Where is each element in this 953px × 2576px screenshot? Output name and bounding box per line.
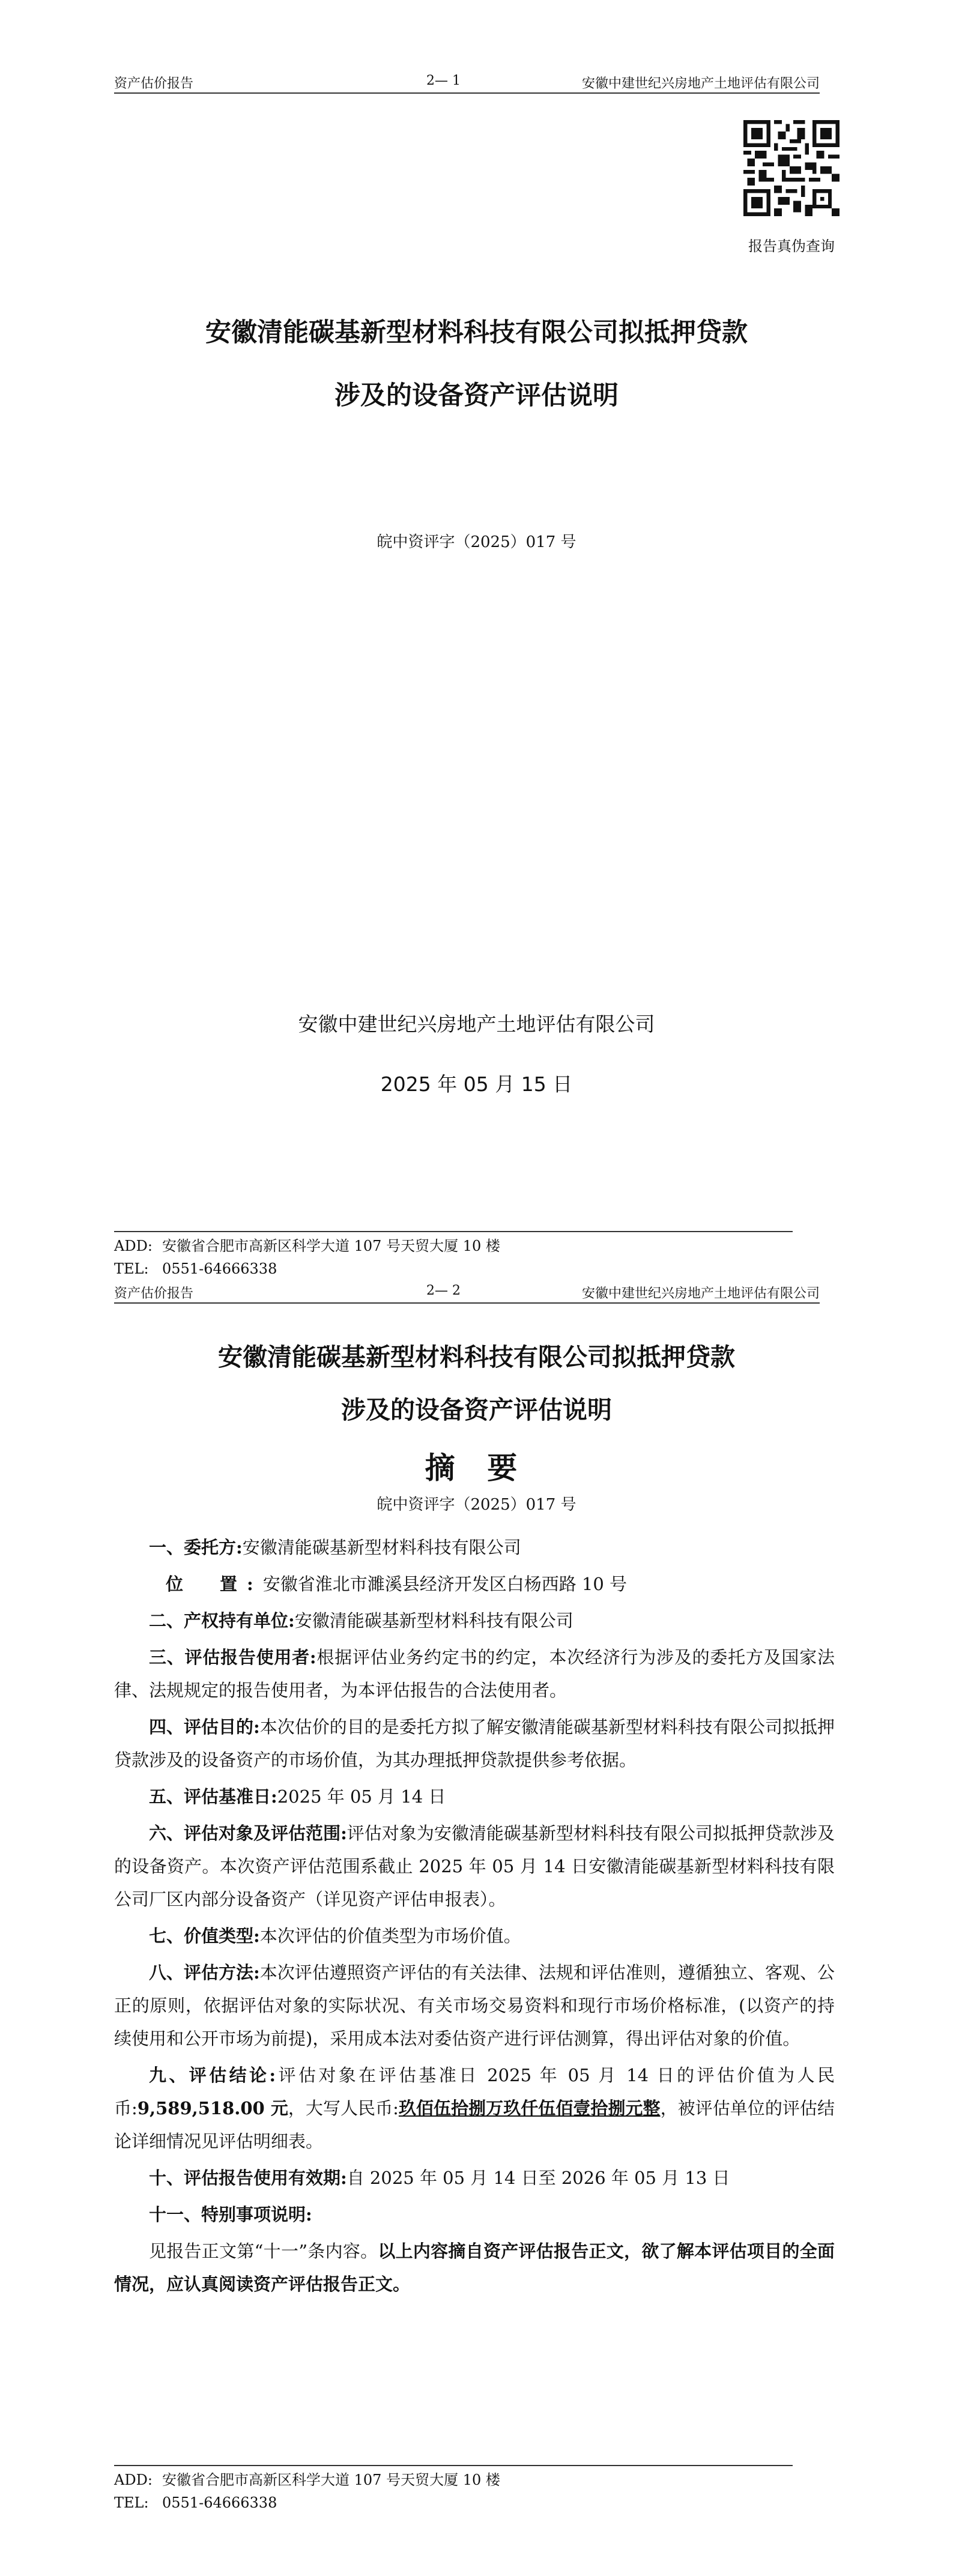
header-right: 安徽中建世纪兴房地产土地评估有限公司 xyxy=(581,1286,820,1301)
section-9-label: 九、评估结论: xyxy=(149,2065,276,2085)
section-7 xyxy=(114,1920,835,1953)
section-11-label: 十一、特别事项说明: xyxy=(149,2204,312,2225)
cover-title-line2: 涉及的设备资产评估说明 xyxy=(334,381,619,411)
header-page-no: 2— 2 xyxy=(426,1283,461,1298)
footer-add-value: 安徽省合肥市高新区科学大道 107 号天贸大厦 10 楼 xyxy=(162,2472,500,2488)
section-3 xyxy=(114,1641,835,1707)
section-2-label: 二、产权持有单位: xyxy=(149,1610,295,1631)
section-9-amount-cn: 玖佰伍拾捌万玖仟伍佰壹拾捌元整 xyxy=(398,2098,661,2118)
summary-body xyxy=(114,1531,835,2305)
section-6-text: 评估对象为安徽清能碳基新型材料科技有限公司拟抵押贷款涉及的设备资产。本次资产评估范围系截止 2025 年 05 月 14 日安徽清能碳基新型材料科技有限公司厂区内部分设备资产（详见资产评估申报表）。 xyxy=(114,1823,835,1909)
summary-heading: 摘 要 xyxy=(425,1451,528,1486)
section-5-text: 2025 年 05 月 14 日 xyxy=(277,1786,446,1807)
cover-company: 安徽中建世纪兴房地产土地评估有限公司 xyxy=(298,1012,655,1036)
section-9 xyxy=(114,2059,835,2158)
qr-code-icon[interactable] xyxy=(743,120,840,216)
section-8 xyxy=(114,1956,835,2055)
page-footer xyxy=(114,2465,793,2514)
page-header xyxy=(114,1281,820,1304)
section-10-label: 十、评估报告使用有效期: xyxy=(149,2168,347,2188)
section-3-label: 三、评估报告使用者: xyxy=(149,1647,316,1667)
header-left: 资产估价报告 xyxy=(114,76,194,91)
section-1-label: 一、委托方: xyxy=(149,1537,243,1558)
section-5 xyxy=(114,1780,835,1813)
page-header xyxy=(114,71,820,94)
header-left: 资产估价报告 xyxy=(114,1286,194,1301)
qr-caption: 报告真伪查询 xyxy=(748,238,835,255)
section-9-text-b: ，大写人民币: xyxy=(288,2098,399,2118)
cover-ref-no: 皖中资评字（2025）017 号 xyxy=(377,533,576,551)
footer-tel xyxy=(114,1257,793,1280)
section-1-location-text: 安徽省淮北市濉溪县经济开发区白杨西路 10 号 xyxy=(262,1574,628,1594)
section-7-label: 七、价值类型: xyxy=(149,1926,260,1946)
section-3-text: 根据评估业务约定书的约定，本次经济行为涉及的委托方及国家法律、法规规定的报告使用者，为本评估报告的合法使用者。 xyxy=(114,1647,835,1701)
section-10 xyxy=(114,2162,835,2195)
section-1 xyxy=(114,1531,835,1564)
section-7-text: 本次评估的价值类型为市场价值。 xyxy=(259,1926,521,1946)
section-2 xyxy=(114,1604,835,1637)
section-6 xyxy=(114,1817,835,1916)
footer-tel-value: 0551-64666338 xyxy=(162,1260,277,1277)
section-11 xyxy=(114,2198,835,2231)
section-2-text: 安徽清能碳基新型材料科技有限公司 xyxy=(294,1610,573,1631)
section-6-label: 六、评估对象及评估范围: xyxy=(149,1823,347,1843)
section-10-text: 自 2025 年 05 月 14 日至 2026 年 05 月 13 日 xyxy=(346,2168,730,2188)
summary-ref-no: 皖中资评字（2025）017 号 xyxy=(377,1496,576,1514)
footer-add-label: ADD: xyxy=(114,2472,153,2488)
section-9-text-a: 评估对象在评估基准日 2025 年 05 月 14 日的评估价值为人民币: xyxy=(114,2065,835,2118)
footer-rule xyxy=(114,2465,793,2466)
header-page-no: 2— 1 xyxy=(426,73,461,88)
section-1-location xyxy=(114,1568,835,1601)
section-11-body xyxy=(114,2235,835,2301)
footer-rule xyxy=(114,1231,793,1232)
section-9-amount: 9,589,518.00 元 xyxy=(137,2098,288,2118)
footer-tel-label: TEL: xyxy=(114,1260,149,1277)
footer-address xyxy=(114,1235,793,1257)
section-1-location-label: 位 置: xyxy=(166,1574,263,1594)
section-9-text-c: ，被评估单位的评估结论详细情况见评估明细表。 xyxy=(114,2098,835,2151)
section-5-label: 五、评估基准日: xyxy=(149,1786,277,1807)
section-4 xyxy=(114,1711,835,1777)
summary-title-line1: 安徽清能碳基新型材料科技有限公司拟抵押贷款 xyxy=(218,1343,735,1371)
section-11-text-a: 见报告正文第“十一”条内容。 xyxy=(149,2241,378,2261)
section-4-text: 本次估价的目的是委托方拟了解安徽清能碳基新型材料科技有限公司拟抵押贷款涉及的设备资产的市场价值，为其办理抵押贷款提供参考依据。 xyxy=(114,1717,835,1770)
section-11-text-b: 以上内容摘自资产评估报告正文，欲了解本评估项目的全面情况，应认真阅读资产评估报告正文。 xyxy=(114,2241,835,2294)
footer-tel-value: 0551-64666338 xyxy=(162,2494,277,2511)
footer-add-label: ADD: xyxy=(114,1238,153,1254)
footer-tel-label: TEL: xyxy=(114,2494,149,2511)
footer-add-value: 安徽省合肥市高新区科学大道 107 号天贸大厦 10 楼 xyxy=(162,1238,500,1254)
footer-tel xyxy=(114,2491,793,2514)
section-4-label: 四、评估目的: xyxy=(149,1717,260,1737)
page-footer xyxy=(114,1231,793,1280)
summary-title-line2: 涉及的设备资产评估说明 xyxy=(341,1395,612,1424)
section-8-text: 本次评估遵照资产评估的有关法律、法规和评估准则，遵循独立、客观、公正的原则，依据评估对象的实际状况、有关市场交易资料和现行市场价格标准，(以资产的持续使用和公开市场为前提)，采用成本法对委估资产进行评估测算，得出评估对象的价值。 xyxy=(114,1962,835,2049)
section-8-label: 八、评估方法: xyxy=(149,1962,260,1983)
cover-title-line1: 安徽清能碳基新型材料科技有限公司拟抵押贷款 xyxy=(205,318,748,348)
header-right: 安徽中建世纪兴房地产土地评估有限公司 xyxy=(581,76,820,91)
footer-address xyxy=(114,2469,793,2491)
section-1-text: 安徽清能碳基新型材料科技有限公司 xyxy=(242,1537,521,1558)
cover-date: 2025 年 05 月 15 日 xyxy=(380,1072,573,1096)
